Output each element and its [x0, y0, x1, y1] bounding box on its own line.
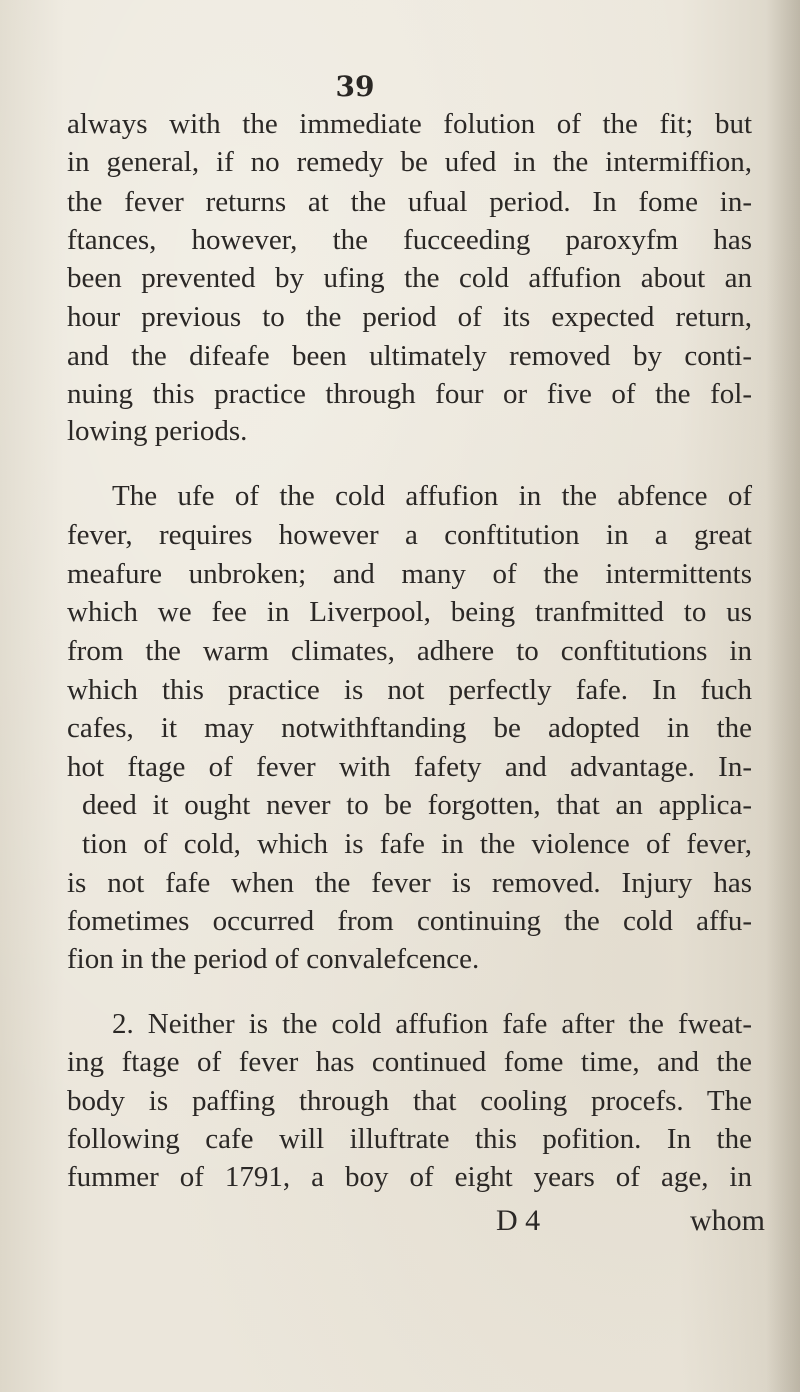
text-line: meafure unbroken; and many of the intermittents	[67, 557, 752, 590]
text-line: following cafe will illuftrate this pofition. In the	[67, 1122, 752, 1155]
page-number: 39	[335, 70, 375, 103]
text-line: is not fafe when the fever is removed. Injury has	[67, 866, 752, 899]
text-line: and the difeafe been ultimately removed by conti-	[67, 339, 752, 372]
text-line: body is paffing through that cooling procefs. The	[67, 1084, 752, 1117]
text-line: fion in the period of convalefcence.	[67, 942, 480, 975]
signature-mark: D 4	[496, 1204, 541, 1237]
page-edge-shadow	[766, 0, 800, 1392]
text-line: nuing this practice through four or five of the fol-	[67, 377, 752, 410]
text-line: from the warm climates, adhere to conftitutions in	[67, 634, 752, 667]
text-line: ing ftage of fever has continued fome time, and the	[67, 1045, 752, 1078]
catchword: whom	[690, 1204, 765, 1237]
text-line: lowing periods.	[67, 415, 248, 448]
text-line: fometimes occurred from continuing the cold affu-	[67, 904, 752, 937]
text-line: ftances, however, the fucceeding paroxyfm has	[67, 223, 752, 256]
text-line: which this practice is not perfectly fafe. In fuch	[67, 673, 752, 706]
text-line: which we fee in Liverpool, being tranfmitted to us	[67, 595, 752, 628]
text-line: hour previous to the period of its expected return,	[67, 300, 752, 333]
text-line: in general, if no remedy be ufed in the intermiffion,	[67, 146, 752, 179]
text-line: 2. Neither is the cold affufion fafe after the fweat-	[112, 1007, 752, 1040]
text-line: tion of cold, which is fafe in the violence of fever,	[82, 827, 752, 860]
text-line: the fever returns at the ufual period. In fome in-	[67, 185, 752, 218]
text-line: hot ftage of fever with fafety and advantage. In-	[67, 750, 752, 783]
text-line: been prevented by ufing the cold affufion about an	[67, 262, 752, 295]
text-line: The ufe of the cold affufion in the abfence of	[112, 480, 752, 513]
text-line: cafes, it may notwithftanding be adopted in the	[67, 711, 752, 744]
text-line: fummer of 1791, a boy of eight years of age, in	[67, 1161, 752, 1193]
text-line: always with the immediate folution of the fit; but	[67, 108, 752, 140]
text-line: fever, requires however a conftitution in a great	[67, 518, 752, 551]
text-line: deed it ought never to be forgotten, that an applica-	[82, 788, 752, 821]
